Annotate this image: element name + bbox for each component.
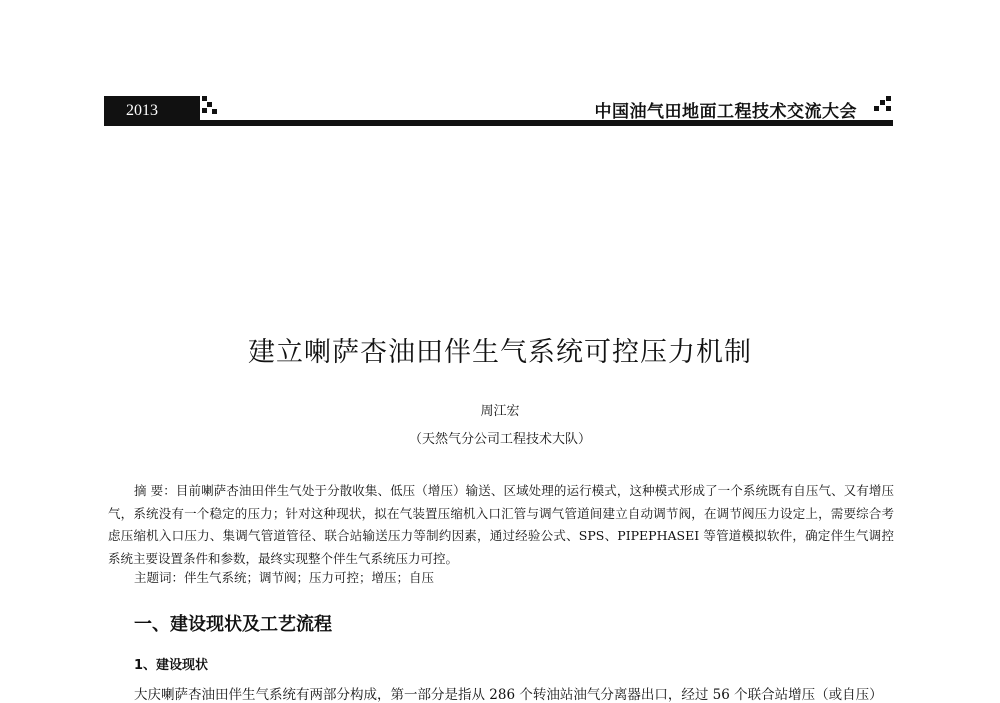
keywords-line: 主题词：伴生气系统；调节阀；压力可控；增压；自压 <box>134 570 435 585</box>
decorative-square-icon <box>886 96 891 101</box>
subsection-heading: 1、建设现状 <box>134 658 209 673</box>
conference-title: 中国油气田地面工程技术交流大会 <box>594 102 857 122</box>
body-paragraph: 大庆喇萨杏油田伴生气系统有两部分构成，第一部分是指从 286 个转油站油气分离器出口，经过 56 个联合站增压（或自压） <box>134 687 883 703</box>
decorative-square-icon <box>886 106 891 111</box>
paper-title: 建立喇萨杏油田伴生气系统可控压力机制 <box>248 337 752 368</box>
section-heading: 一、建设现状及工艺流程 <box>134 614 332 635</box>
decorative-square-icon <box>202 96 207 101</box>
decorative-square-icon <box>212 109 217 114</box>
header-bar <box>104 96 893 126</box>
author-affiliation: （天然气分公司工程技术大队） <box>408 432 591 447</box>
decorative-square-icon <box>207 102 212 107</box>
decorative-square-icon <box>202 108 207 113</box>
decorative-square-icon <box>880 100 885 105</box>
abstract-paragraph: 摘 要：目前喇萨杏油田伴生气处于分散收集、低压（增压）输送、区域处理的运行模式，这种模式形成了一个系统既有自压气、又有增压气，系统没有一个稳定的压力；针对这种现状，拟在气装置压缩机入口汇管与调气管道间建立自动调节阀，在调节阀压力设定上，需要综合考虑压缩机入口压力、集调气管道管径、联合站输送压力等制约因素，通过经验公式、SPS、PIPEPHASEI 等管道模拟软件，确定伴生气调控系统主要设置条件和参数，最终实现整个伴生气系统压力可控。 <box>108 483 894 566</box>
decorative-square-icon <box>874 106 879 111</box>
header-year: 2013 <box>104 96 200 126</box>
author-name: 周江宏 <box>480 404 520 419</box>
